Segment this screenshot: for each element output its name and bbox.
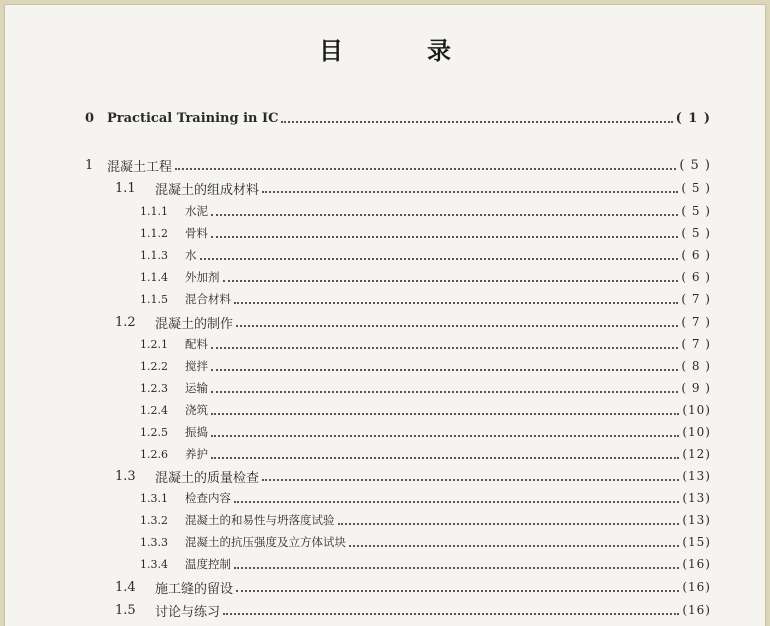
- entry-page: ( 5 ): [681, 226, 711, 240]
- dot-leader: [338, 522, 680, 525]
- dot-leader: [234, 301, 678, 304]
- entry-number: 1.2.1: [140, 337, 168, 351]
- dot-leader: [234, 500, 679, 503]
- dot-leader: [211, 390, 678, 393]
- entry-page: (13): [682, 491, 711, 505]
- entry-number: 1.3.1: [140, 491, 168, 505]
- dot-leader: [223, 279, 679, 282]
- entry-page: ( 5 ): [681, 181, 711, 195]
- entry-page: ( 5 ): [681, 204, 711, 218]
- dot-leader: [223, 612, 679, 615]
- entry-label: 骨料: [185, 226, 208, 240]
- toc-entry: [115, 312, 711, 332]
- entry-number: 1.1.1: [140, 204, 168, 218]
- entry-page: ( 9 ): [681, 381, 711, 395]
- entry-page: ( 7 ): [681, 337, 711, 351]
- dot-leader: [211, 456, 679, 459]
- entry-label: Practical Training in IC: [107, 110, 279, 126]
- entry-page: ( 7 ): [681, 292, 711, 306]
- entry-number: 1.1.4: [140, 270, 168, 284]
- dot-leader: [211, 368, 678, 371]
- entry-page: (10): [682, 403, 711, 417]
- entry-label: 水: [185, 248, 197, 262]
- entry-page: ( 6 ): [681, 248, 711, 262]
- entry-page: ( 7 ): [681, 315, 711, 329]
- toc-entry: [140, 267, 711, 287]
- toc-entry: [140, 488, 711, 508]
- toc-page: [4, 4, 766, 626]
- toc-entry: [140, 510, 711, 530]
- page-title: 目 录: [319, 36, 481, 65]
- entry-number: 1.2.4: [140, 403, 168, 417]
- entry-page: (16): [682, 580, 711, 594]
- toc-entry: [115, 577, 711, 597]
- toc-entry: [140, 289, 711, 309]
- toc-entry: [140, 201, 711, 221]
- toc-entry: [140, 554, 711, 574]
- entry-label: 施工缝的留设: [155, 581, 234, 597]
- dot-leader: [234, 566, 679, 569]
- entry-page: (13): [682, 469, 711, 483]
- entry-number: 1.2: [115, 314, 136, 330]
- dot-leader: [349, 544, 679, 547]
- entry-page: (15): [682, 535, 711, 549]
- entry-label: 运输: [185, 381, 208, 395]
- toc-entry: [140, 245, 711, 265]
- entry-number: 1.2.5: [140, 425, 168, 439]
- entry-number: 1.2.2: [140, 359, 168, 373]
- entry-page: ( 6 ): [681, 270, 711, 284]
- entry-number: 1.3.3: [140, 535, 168, 549]
- entry-label: 讨论与练习: [155, 604, 221, 620]
- entry-page: ( 1 ): [675, 110, 711, 126]
- dot-leader: [211, 346, 678, 349]
- dot-leader: [236, 589, 679, 592]
- dot-leader: [211, 235, 678, 238]
- toc-entry: [140, 334, 711, 354]
- dot-leader: [281, 120, 672, 123]
- dot-leader: [211, 434, 679, 437]
- entry-label: 混合材料: [185, 292, 231, 306]
- entry-number: 1.2.3: [140, 381, 168, 395]
- entry-label: 混凝土的抗压强度及立方体试块: [185, 535, 346, 549]
- dot-leader: [211, 412, 679, 415]
- entry-number: 1.5: [115, 602, 136, 618]
- toc-entry: [140, 223, 711, 243]
- toc-entry: [115, 466, 711, 486]
- entry-label: 温度控制: [185, 557, 231, 571]
- toc-entry: [85, 108, 711, 128]
- dot-leader: [262, 478, 679, 481]
- entry-number: 0: [85, 110, 95, 126]
- dot-leader: [200, 257, 679, 260]
- entry-page: (12): [682, 447, 711, 461]
- entry-number: 1.3.2: [140, 513, 168, 527]
- entry-number: 1.1.5: [140, 292, 168, 306]
- entry-number: 1.1.2: [140, 226, 168, 240]
- entry-label: 混凝土的质量检查: [155, 470, 260, 486]
- entry-number: 1: [85, 157, 94, 173]
- entry-page: ( 5 ): [679, 157, 711, 173]
- entry-page: (10): [682, 425, 711, 439]
- entry-number: 1.3.4: [140, 557, 168, 571]
- entry-page: (13): [682, 513, 711, 527]
- toc-entry: [85, 155, 711, 175]
- entry-label: 养护: [185, 447, 208, 461]
- entry-label: 振捣: [185, 425, 208, 439]
- toc-entry: [115, 600, 711, 620]
- toc-entry: [140, 400, 711, 420]
- entry-page: ( 8 ): [681, 359, 711, 373]
- dot-leader: [262, 190, 678, 193]
- entry-label: 外加剂: [185, 270, 220, 284]
- toc-entry: [140, 378, 711, 398]
- entry-label: 混凝土的和易性与坍落度试验: [185, 513, 335, 527]
- dot-leader: [175, 167, 676, 170]
- toc-entry: [115, 178, 711, 198]
- toc-entry: [140, 422, 711, 442]
- dot-leader: [236, 324, 678, 327]
- entry-label: 检查内容: [185, 491, 231, 505]
- entry-label: 搅拌: [185, 359, 208, 373]
- toc-entry: [140, 532, 711, 552]
- entry-page: (16): [682, 603, 711, 617]
- entry-label: 混凝土工程: [107, 159, 173, 175]
- entry-number: 1.3: [115, 468, 136, 484]
- entry-number: 1.1: [115, 180, 136, 196]
- entry-label: 配料: [185, 337, 208, 351]
- entry-number: 1.4: [115, 579, 136, 595]
- toc-entry: [140, 356, 711, 376]
- dot-leader: [211, 213, 678, 216]
- entry-number: 1.2.6: [140, 447, 168, 461]
- entry-label: 水泥: [185, 204, 208, 218]
- entry-number: 1.1.3: [140, 248, 168, 262]
- toc-entry: [140, 444, 711, 464]
- entry-label: 混凝土的制作: [155, 316, 234, 332]
- entry-page: (16): [682, 557, 711, 571]
- entry-label: 浇筑: [185, 403, 208, 417]
- entry-label: 混凝土的组成材料: [155, 182, 260, 198]
